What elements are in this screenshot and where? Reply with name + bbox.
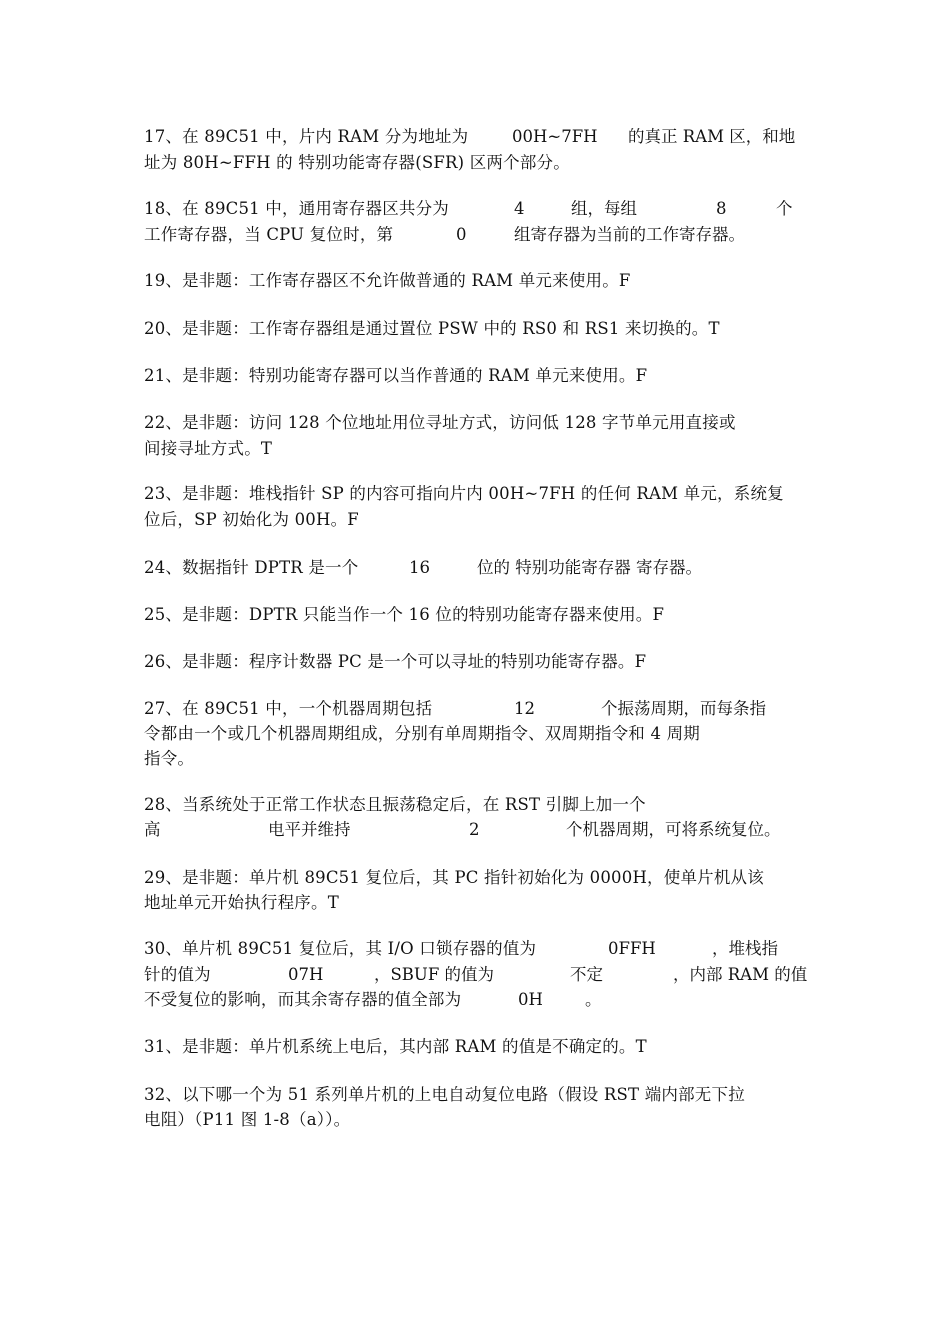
q30-answer-2: 07H (288, 965, 324, 984)
q27-line1-prefix: 27、在 89C51 中，一个机器周期包括 (144, 699, 433, 718)
q17-answer-1: 00H~7FH (512, 127, 598, 146)
q24-answer-1: 16 (409, 558, 430, 577)
q30-line1-suffix: ，堆栈指 (712, 939, 778, 958)
q31-text: 31、是非题：单片机系统上电后，其内部 RAM 的值是不确定的。T (144, 1037, 647, 1056)
q18-answer-3: 0 (456, 225, 467, 244)
q22-line1: 22、是非题：访问 128 个位地址用位寻址方式，访问低 128 字节单元用直接或 (144, 413, 736, 432)
q21-text: 21、是非题：特别功能寄存器可以当作普通的 RAM 单元来使用。F (144, 366, 648, 385)
q28-mid-1: 电平并维持 (268, 820, 351, 839)
q28-line2-suffix: 个机器周期，可将系统复位。 (566, 820, 781, 839)
q20-text: 20、是非题：工作寄存器组是通过置位 PSW 中的 RS0 和 RS1 来切换的。T (144, 319, 720, 338)
q19-text: 19、是非题：工作寄存器区不允许做普通的 RAM 单元来使用。F (144, 271, 631, 290)
q18-answer-2: 8 (716, 199, 727, 218)
q27-answer-1: 12 (514, 699, 535, 718)
q30-answer-1: 0FFH (608, 939, 656, 958)
q30-line2-suffix: ，内部 RAM 的值 (673, 965, 808, 984)
q30-mid-2: ，SBUF 的值为 (374, 965, 495, 984)
q26-text: 26、是非题：程序计数器 PC 是一个可以寻址的特别功能寄存器。F (144, 652, 647, 671)
q27-line3: 指令。 (144, 749, 195, 768)
q18-line1-suffix: 个 (776, 199, 793, 218)
q22-line2: 间接寻址方式。T (144, 439, 273, 458)
q32-line1: 32、以下哪一个为 51 系列单片机的上电自动复位电路（假设 RST 端内部无下拉 (144, 1085, 745, 1104)
q30-line2-prefix: 针的值为 (144, 965, 211, 984)
q18-answer-1: 4 (514, 199, 525, 218)
q30-answer-4: 0H (518, 990, 543, 1009)
q18-mid-1: 组，每组 (571, 199, 637, 218)
q18-line2-prefix: 工作寄存器，当 CPU 复位时，第 (144, 225, 394, 244)
q28-answer-2: 2 (469, 820, 480, 839)
q18-line2-suffix: 组寄存器为当前的工作寄存器。 (514, 225, 745, 244)
q27-line2: 令都由一个或几个机器周期组成，分别有单周期指令、双周期指令和 4 周期 (144, 724, 700, 743)
q17-line2: 址为 80H~FFH 的 特别功能寄存器(SFR) 区两个部分。 (144, 153, 570, 172)
q18-line1-prefix: 18、在 89C51 中，通用寄存器区共分为 (144, 199, 450, 218)
q17-line1-suffix: 的真正 RAM 区，和地 (628, 127, 796, 146)
q30-answer-3: 不定 (570, 965, 603, 984)
q24-suffix: 位的 特别功能寄存器 寄存器。 (477, 558, 702, 577)
q30-line3-suffix: 。 (585, 990, 602, 1009)
q28-answer-1: 高 (144, 820, 161, 839)
q29-line1: 29、是非题：单片机 89C51 复位后，其 PC 指针初始化为 0000H，使单片机从该 (144, 868, 764, 887)
q25-text: 25、是非题：DPTR 只能当作一个 16 位的特别功能寄存器来使用。F (144, 605, 665, 624)
q23-line1: 23、是非题：堆栈指针 SP 的内容可指向片内 00H~7FH 的任何 RAM 单元，系统复 (144, 484, 784, 503)
q28-line1: 28、当系统处于正常工作状态且振荡稳定后，在 RST 引脚上加一个 (144, 795, 646, 814)
q29-line2: 地址单元开始执行程序。T (144, 893, 339, 912)
q17-line1-prefix: 17、在 89C51 中，片内 RAM 分为地址为 (144, 127, 469, 146)
q30-line1-prefix: 30、单片机 89C51 复位后，其 I/O 口锁存器的值为 (144, 939, 537, 958)
q27-line1-suffix: 个振荡周期，而每条指 (601, 699, 766, 718)
q24-prefix: 24、数据指针 DPTR 是一个 (144, 558, 359, 577)
q32-line2: 电阻）（P11 图 1-8（a））。 (144, 1110, 351, 1129)
q23-line2: 位后，SP 初始化为 00H。F (144, 510, 359, 529)
q30-line3-prefix: 不受复位的影响，而其余寄存器的值全部为 (144, 990, 462, 1009)
